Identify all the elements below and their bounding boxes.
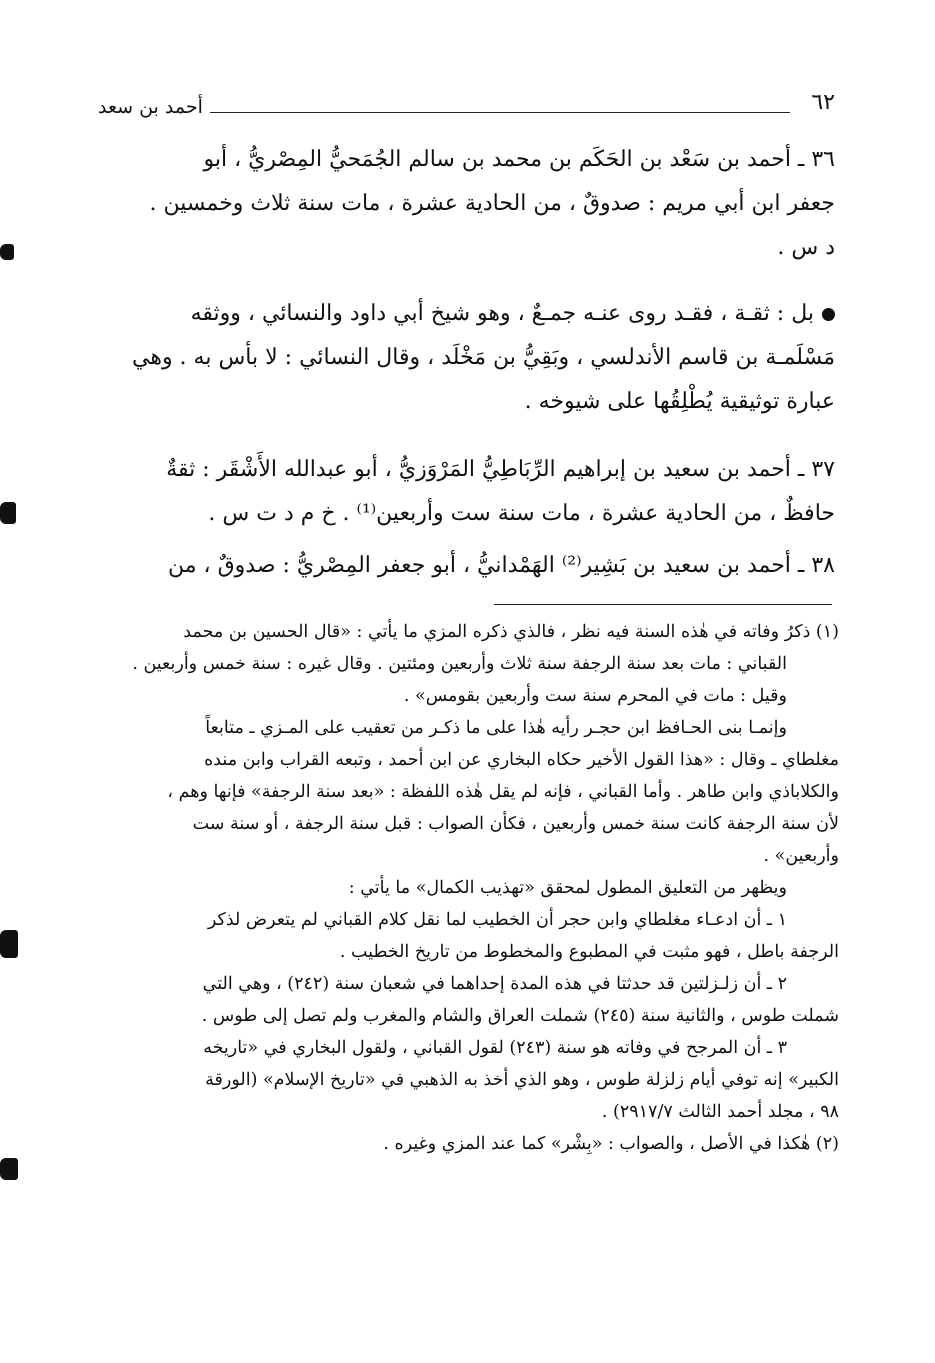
header-rule xyxy=(210,112,790,113)
entry-37 xyxy=(98,448,835,536)
footnote-line: (١) ذكرُ وفاته في هٰذه السنة فيه نظر ، فالذي ذكره المزي ما يأتي : «قال الحسين بن محمد xyxy=(183,622,839,642)
footnote-line: ٣ ـ أن المرجح في وفاته هو سنة (٢٤٣) لقول القباني ، ولقول البخاري في «تاريخه xyxy=(203,1038,787,1058)
footnote-line: لأن سنة الرجفة كانت سنة خمس وأربعين ، فكأن الصواب : قبل سنة الرجفة ، أو سنة ست xyxy=(192,814,839,834)
entry-line: ٣٦ ـ أحمد بن سَعْد بن الحَكَم بن محمد بن سالم الجُمَحيُّ المِصْريُّ ، أبو xyxy=(203,147,835,172)
entry-line: حافظٌ ، من الحادية عشرة ، مات سنة ست وأربعين⁽¹⁾ . خ م د ت س . xyxy=(208,501,835,526)
footnote-line: ١ ـ أن ادعـاء مغلطاي وابن حجر أن الخطيب لما نقل كلام القباني لم يتعرض لذكر xyxy=(207,910,787,930)
footnote-line: وأربعين» . xyxy=(763,846,839,866)
footnote-line: (٢) هٰكذا في الأصل ، والصواب : «بِشْر» كما عند المزي وغيره . xyxy=(383,1134,839,1154)
page-number: ٦٢ xyxy=(811,90,835,115)
entry-line: د س . xyxy=(777,235,835,260)
remark-line: بل : ثقـة ، فقـد روى عنـه جمـعٌ ، وهو شيخ أبي داود والنسائي ، ووثقه xyxy=(98,292,835,336)
scan-edge-mark xyxy=(0,1158,18,1180)
entry-36 xyxy=(98,138,835,270)
scan-edge-mark xyxy=(0,244,14,260)
bullet-icon xyxy=(822,308,835,321)
footnote-line: ٢ ـ أن زلـزلتين قد حدثتا في هذه المدة إحداهما في شعبان سنة (٢٤٢) ، وهي التي xyxy=(202,974,787,994)
entry-line: ٣٧ ـ أحمد بن سعيد بن إبراهيم الرِّبَاطِيُّ المَرْوَزيُّ ، أبو عبدالله الأَشْقَر : ثقةٌ xyxy=(166,457,835,482)
footnote-line: القباني : مات بعد سنة الرجفة سنة ثلاث وأربعين ومئتين . وقال غيره : سنة خمس وأربعين . xyxy=(132,654,787,674)
running-title: أحمد بن سعد xyxy=(98,96,203,118)
remark-line: عبارة توثيقية يُطْلِقُها على شيوخه . xyxy=(524,389,835,414)
remark-line: مَسْلَمـة بن قاسم الأندلسي ، وبَقِيُّ بن مَخْلَد ، وقال النسائي : لا بأس به . وهي xyxy=(132,345,835,370)
footnote-line: ويظهر من التعليق المطول لمحقق «تهذيب الكمال» ما يأتي : xyxy=(348,878,787,898)
footnote-line: شملت طوس ، والثانية سنة (٢٤٥) شملت العراق والشام والمغرب ولم تصل إلى طوس . xyxy=(201,1006,839,1026)
footnote-line: الرجفة باطل ، فهو مثبت في المطبوع والمخطوط من تاريخ الخطيب . xyxy=(339,942,839,962)
footnote-line: مغلطاي ـ وقال : «هذا القول الأخير حكاه البخاري عن ابن أحمد ، وتبعه القراب وابن منده xyxy=(204,750,839,770)
footnote-line: وإنمـا بنى الحـافظ ابن حجـر رأيه هٰذا على ما ذكـر من تعقيب على المـزي ـ متابعاً xyxy=(205,718,787,738)
footnote-separator xyxy=(494,604,832,605)
entry-36-remark xyxy=(98,292,835,424)
footnote-line: ٩٨ ، مجلد أحمد الثالث ٢٩١٧/٧) . xyxy=(601,1102,839,1122)
footnotes xyxy=(98,616,839,1160)
scan-edge-mark xyxy=(0,502,16,524)
footnote-line: والكلاباذي وابن طاهر . وأما القباني ، فإنه لم يقل هٰذه اللفظة : «بعد سنة الرجفة» فإنها وهم ، xyxy=(167,782,839,802)
footnote-line: الكبير» إنه توفي أيام زلزلة طوس ، وهو الذي أخذ به الذهبي في «تاريخ الإسلام» (الورقة xyxy=(205,1070,839,1090)
entry-line: ٣٨ ـ أحمد بن سعيد بن بَشِير⁽²⁾ الهَمْدانيُّ ، أبو جعفر المِصْريُّ : صدوقٌ ، من xyxy=(167,553,835,578)
scan-edge-mark xyxy=(0,930,18,958)
footnote-line: وقيل : مات في المحرم سنة ست وأربعين بقومس» . xyxy=(403,686,787,706)
entry-line: جعفر ابن أبي مريم : صدوقٌ ، من الحادية عشرة ، مات سنة ثلاث وخمسين . xyxy=(149,191,835,216)
entry-38 xyxy=(98,544,835,588)
